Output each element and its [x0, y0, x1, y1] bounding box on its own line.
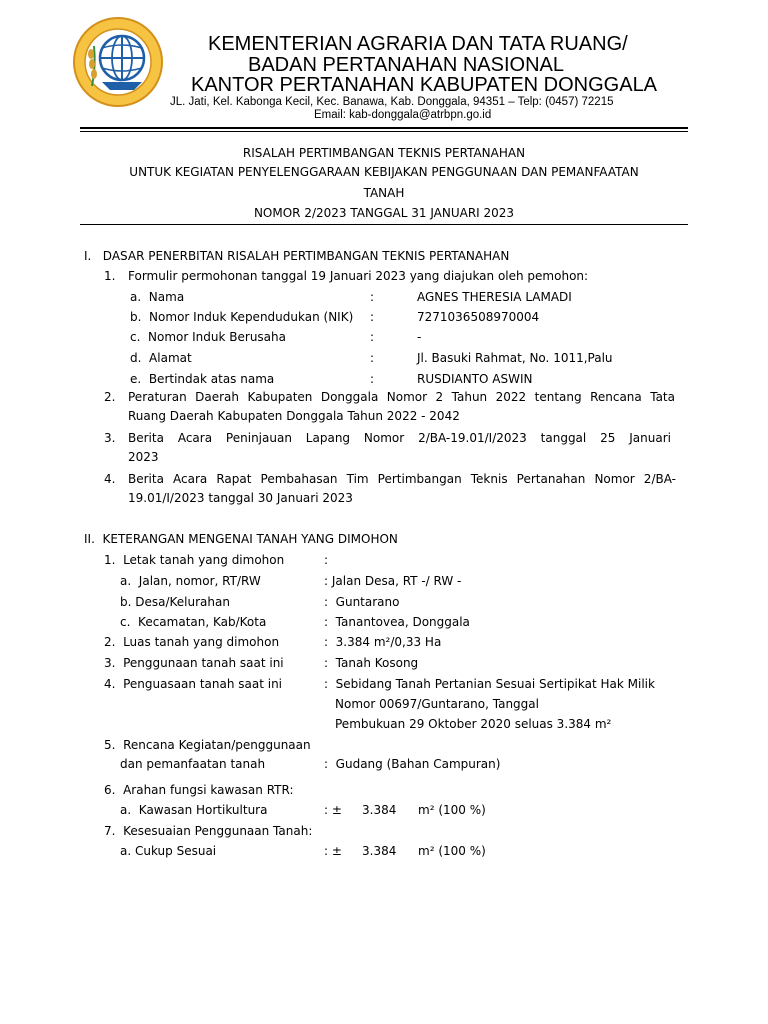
header-address: JL. Jati, Kel. Kabonga Kecil, Kec. Banawa, Kab. Donggala, 94351 – Telp: (0457) 72215 [170, 96, 614, 108]
land-use-value: : Tanah Kosong [324, 656, 419, 670]
land-area-label: 2. Luas tanah yang dimohon [104, 635, 280, 649]
land-tenure-label: 4. Penguasaan tanah saat ini [104, 677, 283, 691]
land-street-label: a. Jalan, nomor, RT/RW [120, 574, 261, 588]
applicant-address-value: Jl. Basuki Rahmat, No. 1011,Palu [417, 351, 613, 365]
agency-logo [72, 16, 164, 108]
header-line-1: KEMENTERIAN AGRARIA DAN TATA RUANG/ [208, 33, 628, 55]
section-1-item-1-num: 1. [104, 269, 116, 283]
section-2-heading: II. KETERANGAN MENGENAI TANAH YANG DIMOHON [84, 532, 398, 546]
suitability-fair-colon: : ± [324, 844, 342, 858]
rtr-horticulture-label: a. Kawasan Hortikultura [120, 803, 268, 817]
section-1-item-3-num: 3. [104, 431, 116, 445]
section-1-item-3-line-1: Berita Acara Peninjauan Lapang Nomor 2/BA-19.01/I/2023 tanggal 25 Januari [128, 431, 671, 445]
applicant-name-value: AGNES THERESIA LAMADI [417, 290, 572, 304]
suitability-fair-unit: m² (100 %) [418, 844, 486, 858]
doc-title-line-2: UNTUK KEGIATAN PENYELENGGARAAN KEBIJAKAN PENGGUNAAN DAN PEMANFAATAN [129, 165, 639, 179]
applicant-nik-label: b. Nomor Induk Kependudukan (NIK) [130, 310, 354, 324]
suitability-fair-number: 3.384 [362, 844, 397, 858]
doc-title-line-1: RISALAH PERTIMBANGAN TEKNIS PERTANAHAN [242, 146, 526, 160]
doc-title-line-4: NOMOR 2/2023 TANGGAL 31 JANUARI 2023 [253, 206, 515, 220]
rtr-horticulture-number: 3.384 [362, 803, 397, 817]
land-village-label: b. Desa/Kelurahan [120, 595, 230, 609]
applicant-nib-value: - [417, 330, 422, 344]
doc-title-line-3: TANAH [363, 186, 405, 200]
applicant-nib-colon: : [370, 330, 375, 344]
header-rule-thick [80, 127, 688, 129]
section-1-item-4-line-1: Berita Acara Rapat Pembahasan Tim Pertimbangan Teknis Pertanahan Nomor 2/BA- [128, 472, 676, 486]
header-rule-thin [80, 131, 688, 132]
planned-activity-label-2: dan pemanfaatan tanah [120, 757, 266, 771]
land-village-value: : Guntarano [324, 595, 400, 609]
header-line-3: KANTOR PERTANAHAN KABUPATEN DONGGALA [191, 74, 658, 96]
rtr-horticulture-unit: m² (100 %) [418, 803, 486, 817]
section-1-item-3-line-2: 2023 [128, 450, 159, 464]
applicant-name-colon: : [370, 290, 375, 304]
section-1-item-1-text: Formulir permohonan tanggal 19 Januari 2023 yang diajukan oleh pemohon: [128, 269, 589, 283]
planned-activity-label-1: 5. Rencana Kegiatan/penggunaan [104, 738, 311, 752]
planned-activity-value: : Gudang (Bahan Campuran) [324, 757, 501, 771]
land-suitability-label: 7. Kesesuaian Penggunaan Tanah: [104, 824, 313, 838]
applicant-name-label: a. Nama [130, 290, 185, 304]
land-area-value: : 3.384 m²/0,33 Ha [324, 635, 442, 649]
applicant-address-colon: : [370, 351, 375, 365]
section-1-item-2-line-2: Ruang Daerah Kabupaten Donggala Tahun 2022 - 2042 [128, 409, 460, 423]
rtr-horticulture-colon: : ± [324, 803, 342, 817]
land-district-value: : Tanantovea, Donggala [324, 615, 470, 629]
section-1-heading: I. DASAR PENERBITAN RISALAH PERTIMBANGAN TEKNIS PERTANAHAN [84, 249, 510, 263]
applicant-address-label: d. Alamat [130, 351, 192, 365]
section-1-item-2-line-1: Peraturan Daerah Kabupaten Donggala Nomor 2 Tahun 2022 tentang Rencana Tata [128, 390, 675, 404]
suitability-fair-label: a. Cukup Sesuai [120, 844, 217, 858]
land-tenure-value-cont-1: Nomor 00697/Guntarano, Tanggal [335, 697, 539, 711]
rtr-function-label: 6. Arahan fungsi kawasan RTR: [104, 783, 294, 797]
applicant-nik-colon: : [370, 310, 375, 324]
applicant-nik-value: 7271036508970004 [417, 310, 540, 324]
land-tenure-value: : Sebidang Tanah Pertanian Sesuai Sertipikat Hak Milik [324, 677, 655, 691]
applicant-on-behalf-value: RUSDIANTO ASWIN [417, 372, 533, 386]
section-1-item-4-line-2: 19.01/I/2023 tanggal 30 Januari 2023 [128, 491, 353, 505]
section-1-item-4-num: 4. [104, 472, 116, 486]
header-line-2: BADAN PERTANAHAN NASIONAL [248, 54, 565, 76]
land-tenure-value-cont-2: Pembukuan 29 Oktober 2020 seluas 3.384 m² [335, 717, 612, 731]
applicant-on-behalf-label: e. Bertindak atas nama [130, 372, 275, 386]
land-district-label: c. Kecamatan, Kab/Kota [120, 615, 267, 629]
applicant-on-behalf-colon: : [370, 372, 375, 386]
applicant-nib-label: c. Nomor Induk Berusaha [130, 330, 286, 344]
land-street-value: : Jalan Desa, RT -/ RW - [324, 574, 462, 588]
land-location-value: : [324, 553, 329, 567]
land-location-label: 1. Letak tanah yang dimohon [104, 553, 285, 567]
title-rule [80, 224, 688, 225]
section-1-item-2-num: 2. [104, 390, 116, 404]
land-use-label: 3. Penggunaan tanah saat ini [104, 656, 284, 670]
header-email: Email: kab-donggala@atrbpn.go.id [314, 109, 492, 121]
